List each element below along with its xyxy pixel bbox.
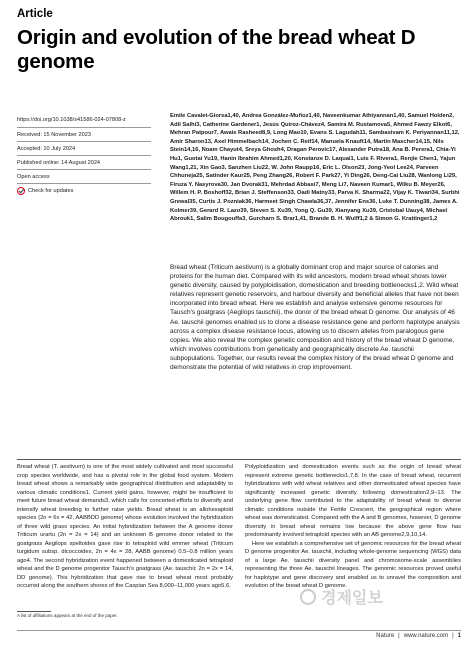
footnote-divider (17, 611, 51, 612)
article-type-label: Article (17, 8, 53, 20)
article-metadata-sidebar (17, 113, 151, 197)
footer-separator: | (398, 633, 400, 639)
footer-url[interactable]: www.nature.com (403, 633, 449, 639)
page-number: 1 (457, 633, 461, 639)
footer-journal: Nature (376, 633, 395, 639)
abstract-text: Bread wheat (Triticum aestivum) is a globally dominant crop and major source of calories and proteins for the human diet. Compared with its wild ancestors, modern bread wheat shows lower genetic diversity, caused by polyploidisation, domestication and breeding bottlenecks1,2. Wild wheat relatives represent genetic reservoirs, and harbour diversity and beneficial alleles that have not been incorporated into bread wheat. Here we establish and analyse extensive genome resources for Tausch's goatgrass (Aegilops tauschii), the donor of the bread wheat D genome. Our analysis of 46 Ae. tauschii genomes enabled us to clone a disease resistance gene and perform haplotype analysis across a complex disease resistance locus, allowing us to discern alleles from paralogous gene copies. We also reveal the complex genetic composition and history of the bread wheat D genome, which involves contributions from genetically and geographically discrete Ae. tauschii subpopulations. Together, our results reveal the complex history of the bread wheat D genome and demonstrate the potential of wild relatives in crop improvement. (170, 264, 460, 372)
author-list: Emile Cavalet-Giorsa1,40, Andrea González-Muñoz1,40, Naveenkumar Athiyannan1,40, Samuel Holden2, Adil Salhi3, Catherine Gardener1, Jesús Quiroz-Chávez4, Samira M. Rustamova5, Ahmed Fawzy Elkot6, Mehran Patpour7, Awais Rasheed8,9, Long Mao10, Evans S. Lagudah11, Sambasivam K. Periyannan11,12, Amir Sharon13, Axel Himmelbach14, Jochen C. Reif14, Manuela Knauft14, Martin Mascher14,15, Nils Stein14,16, Noam Chayut4, Sreya Ghosh4, Dragan Perovic17, Alexander Putra18, Ana B. Perera1, Chia-Yi Hu1, Guotai Yu19, Hanin Ibrahim Ahmed1,20, Konstanze D. Laquai1, Luis F. Rivera1, Renjie Chen1, Yajun Wang1,21, Xin Gao3, Sanzhen Liu22, W. John Raupp16, Eric L. Olson23, Jong-Yeol Lee24, Parveen Chhuneja25, Satinder Kaur25, Peng Zhang26, Robert F. Park27, Yi Ding26, Deng-Cai Liu28, Wanlong Li29, Firuza Y. Nasyrova30, Jan Dvorak31, Mehrdad Abbasi7, Meng Li7, Naveen Kumar1, Wilku B. Meyer26, Willem H. P. Boshoff32, Brian J. Steffenson33, Oadi Matny33, Parva K. Sharma22, Vijay K. Tiwari34, Surbhi Grewal35, Curtis J. Pozniak36, Harmeet Singh Chawla36,37, Jennifer Ens36, Luke T. Dunning38, James A. Kolmer39, Gerard R. Lazo39, Steven S. Xu39, Yong Q. Gu39, Xianyang Xu39, Cristobal Uauy4, Michael Abrouk1, Salim Bougouffa3, Gurcharn S. Brar1,41, Brande B. H. Wulff1,2 & Simon G. Krattinger1,2 (170, 113, 460, 223)
abstract (170, 263, 461, 372)
published-date: Published online: 14 August 2024 (17, 155, 151, 169)
body-column-right (245, 463, 461, 591)
page-footer (376, 633, 461, 639)
watermark (300, 585, 383, 608)
doi-link[interactable]: https://doi.org/10.1038/s41586-024-07808-z (17, 117, 126, 123)
watermark-text: 경제일보 (321, 590, 383, 607)
check-for-updates-button[interactable] (17, 183, 151, 197)
body-paragraph: Polyploidization and domestication events such as the origin of bread wheat represent extreme genetic bottlenecks1,7,8. In the case of bread wheat, recurrent hybridizations with wild wheat relatives and other domesticated wheat species have significantly increased genetic diversity following domestication2,9–13. The underlying gene flow contributed to the adaptability of bread wheat to diverse climatic conditions outside the Fertile Crescent, the geographical region where wheat was domesticated. Compared with the A and B genomes, however, D genome diversity in bread wheat remains low because the above gene flow has predominantly involved tetraploid species with an AB genome2,9,10,14. (245, 464, 461, 538)
section-divider (17, 459, 461, 460)
body-paragraph: Bread wheat (T. aestivum) is one of the most widely cultivated and most successful crop species worldwide, and has a pivotal role in the global food system. Modern bread wheat shows a remarkably wide geographical distribution and adaptability to various climatic conditions1. Current yield gains, however, might be insufficient to meet future bread wheat demands3, which calls for concerted efforts to diversify and intensify wheat breeding to further raise yields. Bread wheat is an allohexaploid species (2n = 6x = 42, AABBDD genome) whose evolution involved the hybridization of three wild grass species. An initial hybridization between the A genome donor Triticum urartu (2n = 2x = 14) and an unknown B genome donor related to the goatgrass Aegilops speltoides gave rise to tetraploid wild emmer wheat (Triticum turgidum subsp. dicoccoides, 2n = 4x = 28, AABB genome) 0.5–0.8 million years ago4. The second hybridization event happened between a domesticated tetraploid wheat and the D genome progenitor Tausch's goatgrass (Ae. tauschii; 2n = 2x = 14, DD genome). This hybridization that gave rise to bread wheat most probably occurred along the southern shores of the Caspian Sea 8,000–11,000 years ago5,6. (17, 464, 233, 589)
check-for-updates-label: Check for updates (28, 187, 74, 194)
footer-divider (17, 630, 461, 631)
accepted-date: Accepted: 10 July 2024 (17, 141, 151, 155)
article-title: Origin and evolution of the bread wheat D genome (17, 26, 416, 73)
body-column-left (17, 463, 233, 591)
watermark-logo-icon (300, 589, 316, 605)
check-updates-icon (17, 187, 25, 195)
footer-separator: | (452, 633, 454, 639)
open-access-label: Open access (17, 169, 151, 183)
affiliations-footnote: A list of affiliations appears at the end of the paper. (17, 613, 118, 618)
body-paragraph: Here we establish a comprehensive set of genomic resources for the bread wheat D genome progenitor Ae. tauschii, including whole-genome sequencing (WGS) data of a large Ae. tauschii diversity panel and chromosome-scale assemblies representing the three Ae. tauschii lineages. The genomic resources proved useful for haplotype and gene discovery and enabled us to unravel the composition and evolution of the bread wheat D genome. (245, 540, 461, 589)
received-date: Received: 15 November 2023 (17, 127, 151, 141)
